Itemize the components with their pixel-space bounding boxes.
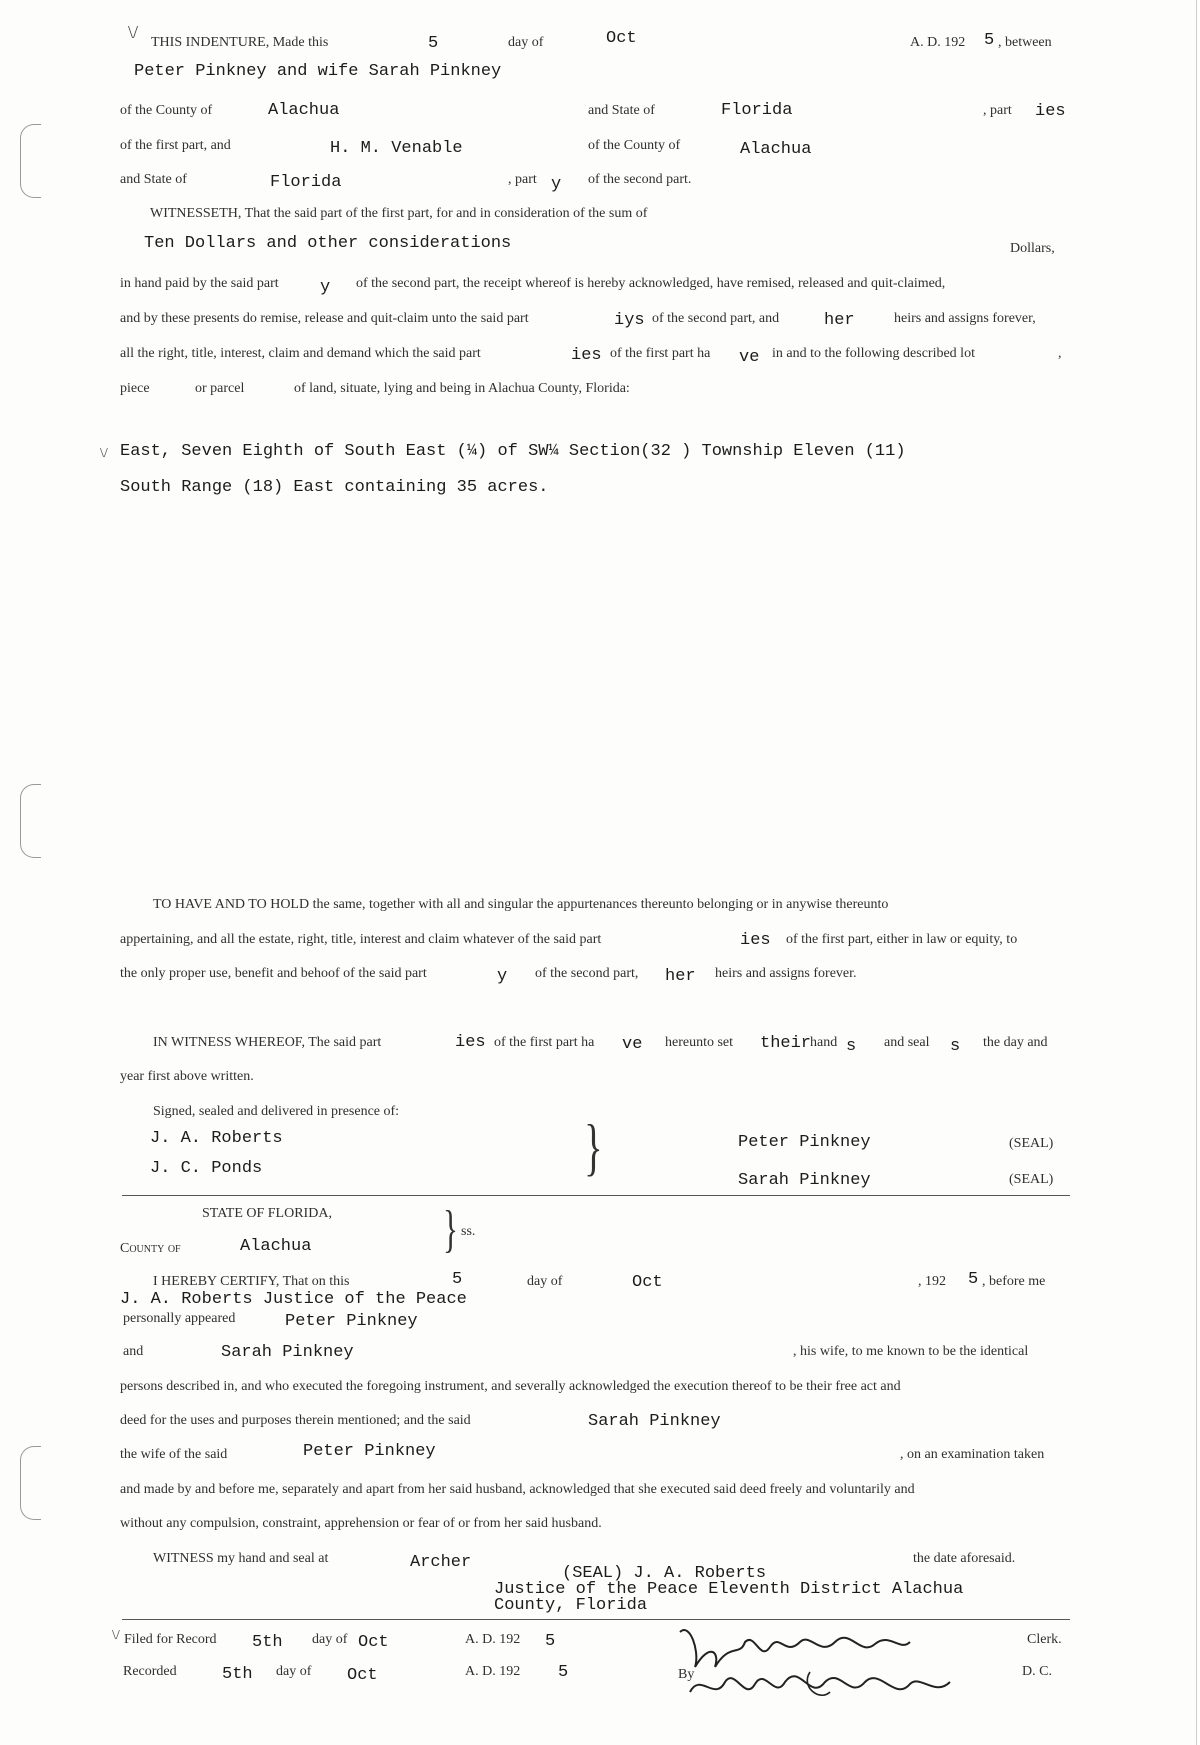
habendum-line-2ies: ies — [740, 931, 771, 950]
habendum-line-3c: heirs and assigns forever. — [715, 966, 857, 981]
of-county-label: of the County of — [120, 103, 213, 118]
witness-line-1b: of the first part ha — [494, 1035, 595, 1050]
habendum-line-3b: of the second part, — [535, 966, 639, 981]
signer-1: Peter Pinkney — [738, 1133, 871, 1152]
clause-line-1b: of the second part, the receipt whereof is hereby acknowledged, have remised, released and quit-claimed, — [356, 276, 946, 291]
party-label: , part — [508, 172, 537, 187]
habendum-line-2b: of the first part, either in law or equity, to — [786, 932, 1018, 947]
ack-paragraph-2a: deed for the uses and purposes therein mentioned; and the said — [120, 1413, 471, 1428]
check-mark-icon: \/ — [128, 22, 139, 42]
ack-paragraph-3husband: Peter Pinkney — [303, 1442, 436, 1461]
ack-place: Archer — [410, 1553, 472, 1572]
section-divider — [122, 1195, 1070, 1196]
second-part-label: of the second part. — [588, 172, 692, 187]
filed-year: 5 — [545, 1632, 556, 1651]
clause-line-1a: in hand paid by the said part — [120, 276, 279, 291]
consideration-sum: Ten Dollars and other considerations — [144, 234, 512, 253]
check-mark-icon: \/ — [100, 446, 108, 461]
day-of-label: day of — [508, 35, 544, 50]
indenture-label: THIS INDENTURE, Made this — [151, 35, 329, 50]
clause-line-2c: heirs and assigns forever, — [894, 311, 1036, 326]
ack-paragraph-2wife: Sarah Pinkney — [588, 1412, 721, 1431]
punch-hole — [20, 1446, 41, 1520]
recorded-ad: A. D. 192 — [465, 1664, 521, 1679]
signer-2: Sarah Pinkney — [738, 1171, 871, 1190]
state-of-florida: STATE OF FLORIDA, — [202, 1206, 332, 1221]
habendum-line-2a: appertaining, and all the estate, right, title, interest and claim whatever of the said part — [120, 932, 602, 947]
witness-brace: } — [584, 1111, 603, 1182]
his-wife-label: , his wife, to me known to be the identical — [793, 1344, 1029, 1359]
clause-line-3comma: , — [1058, 346, 1062, 361]
state-2: Florida — [270, 173, 342, 192]
punch-hole — [20, 784, 41, 858]
day-number: 5 — [428, 34, 439, 53]
recorded-year: 5 — [558, 1663, 569, 1682]
county-2: Alachua — [740, 140, 812, 159]
clerk-label: Clerk. — [1027, 1632, 1062, 1647]
ack-paragraph-3b: , on an examination taken — [900, 1447, 1045, 1462]
county-1: Alachua — [268, 101, 340, 120]
date-aforesaid-label: the date aforesaid. — [913, 1551, 1016, 1566]
attesting-witness-1: J. A. Roberts — [150, 1129, 283, 1148]
ack-month: Oct — [632, 1273, 663, 1292]
witness-line-1their: their — [760, 1034, 812, 1053]
seal-2: (SEAL) — [1009, 1172, 1054, 1187]
clause-line-1y: y — [320, 278, 331, 297]
ack-county: Alachua — [240, 1237, 312, 1256]
witness-line-2: year first above written. — [120, 1069, 254, 1084]
witness-line-1e: the day and — [983, 1035, 1048, 1050]
of-county-label-2: of the County of — [588, 138, 681, 153]
witness-line-1d: and seal — [884, 1035, 930, 1050]
justice-line-3: County, Florida — [494, 1596, 648, 1615]
state-label-2: and State of — [120, 172, 187, 187]
witness-line-1ies: ies — [455, 1033, 486, 1052]
witness-line-1hand: hand — [810, 1035, 838, 1050]
filed-day: 5th — [252, 1633, 283, 1652]
part-label: , part — [983, 103, 1012, 118]
clause-line-4b: or parcel — [195, 381, 245, 396]
clause-line-2her: her — [824, 311, 855, 330]
clause-line-3c: in and to the following described lot — [772, 346, 975, 361]
before-me-label: , before me — [982, 1274, 1046, 1289]
clause-line-3ve: ve — [739, 348, 760, 367]
year-digit: 5 — [984, 31, 995, 50]
ack-wife: Sarah Pinkney — [221, 1343, 354, 1362]
clause-line-2b: of the second part, and — [652, 311, 780, 326]
ack-paragraph-4: and made by and before me, separately and apart from her said husband, acknowledged that she executed said deed freely and voluntarily and — [120, 1482, 915, 1497]
filed-label: Filed for Record — [124, 1632, 217, 1647]
part-suffix: ies — [1035, 102, 1066, 121]
grantors-names: Peter Pinkney and wife Sarah Pinkney — [134, 62, 502, 81]
county-of-label: County of — [120, 1241, 181, 1256]
check-mark-icon: \/ — [112, 1628, 120, 1643]
ad-label: A. D. 192 — [910, 35, 966, 50]
first-part-label: of the first part, and — [120, 138, 231, 153]
habendum-line-1: TO HAVE AND TO HOLD the same, together with all and singular the appurtenances thereunto belonging or in anywise thereunto — [153, 897, 889, 912]
seal-1: (SEAL) — [1009, 1136, 1054, 1151]
recorded-label: Recorded — [123, 1664, 177, 1679]
witness-hand-label: WITNESS my hand and seal at — [153, 1551, 329, 1566]
filed-ad: A. D. 192 — [465, 1632, 521, 1647]
between-label: , between — [998, 35, 1052, 50]
certify-label: I HEREBY CERTIFY, That on this — [153, 1274, 350, 1289]
appeared-label: personally appeared — [123, 1311, 236, 1326]
witnesseth-clause: WITNESSETH, That the said part of the first part, for and in consideration of the sum of — [150, 206, 648, 221]
clerk-signature — [660, 1612, 980, 1712]
punch-hole — [20, 124, 41, 198]
by-label: By — [678, 1667, 695, 1682]
state-1: Florida — [721, 101, 793, 120]
witness-line-1s: s — [846, 1037, 857, 1056]
clause-line-4c: of land, situate, lying and being in Alachua County, Florida: — [294, 381, 630, 396]
ack-paragraph-5: without any compulsion, constraint, apprehension or fear of or from her said husband. — [120, 1516, 602, 1531]
clause-line-3ies: ies — [571, 346, 602, 365]
state-label: and State of — [588, 103, 655, 118]
clause-line-3a: all the right, title, interest, claim and demand which the said part — [120, 346, 481, 361]
justice-line-2: Justice of the Peace Eleventh District Alachua — [494, 1580, 964, 1599]
witness-line-1s2: s — [950, 1037, 961, 1056]
justice-line-1: (SEAL) J. A. Roberts — [562, 1564, 767, 1583]
witness-line-1a: IN WITNESS WHEREOF, The said part — [153, 1035, 382, 1050]
attesting-witness-2: J. C. Ponds — [150, 1159, 263, 1178]
witness-line-1ve: ve — [622, 1035, 643, 1054]
ack-year-prefix: , 192 — [918, 1274, 946, 1289]
dc-label: D. C. — [1022, 1664, 1052, 1679]
land-description-1: East, Seven Eighth of South East (¼) of SW¼ Section(32 ) Township Eleven (11) — [120, 442, 906, 461]
ack-husband: Peter Pinkney — [285, 1312, 418, 1331]
ack-day-of: day of — [527, 1274, 563, 1289]
and-label: and — [123, 1344, 144, 1359]
ack-year-digit: 5 — [968, 1270, 979, 1289]
officer-name: J. A. Roberts Justice of the Peace — [120, 1290, 467, 1309]
filed-day-of: day of — [312, 1632, 348, 1647]
ss-brace: } — [442, 1201, 458, 1258]
month-value: Oct — [606, 29, 637, 48]
clause-line-4a: piece — [120, 381, 150, 396]
recorded-day: 5th — [222, 1665, 253, 1684]
grantee-name: H. M. Venable — [330, 139, 463, 158]
presence-label: Signed, sealed and delivered in presence of: — [153, 1104, 400, 1119]
filed-month: Oct — [358, 1633, 389, 1652]
habendum-line-3her: her — [665, 967, 696, 986]
party-suffix: y — [551, 175, 562, 194]
dollars-label: Dollars, — [1010, 241, 1055, 256]
habendum-line-3a: the only proper use, benefit and behoof of the said part — [120, 966, 427, 981]
recorded-day-of: day of — [276, 1664, 312, 1679]
land-description-2: South Range (18) East containing 35 acres. — [120, 478, 549, 497]
ack-day: 5 — [452, 1270, 463, 1289]
clause-line-2a: and by these presents do remise, release and quit-claim unto the said part — [120, 311, 529, 326]
clause-line-3b: of the first part ha — [610, 346, 711, 361]
ack-paragraph-3a: the wife of the said — [120, 1447, 228, 1462]
habendum-line-3y: y — [497, 967, 508, 986]
clause-line-2ies: iys — [614, 311, 645, 330]
recorded-month: Oct — [347, 1666, 378, 1685]
witness-line-1c: hereunto set — [665, 1035, 734, 1050]
ack-paragraph-1: persons described in, and who executed the foregoing instrument, and severally acknowledged the execution thereof to be their free act and — [120, 1379, 901, 1394]
ss-label: ss. — [461, 1224, 476, 1239]
